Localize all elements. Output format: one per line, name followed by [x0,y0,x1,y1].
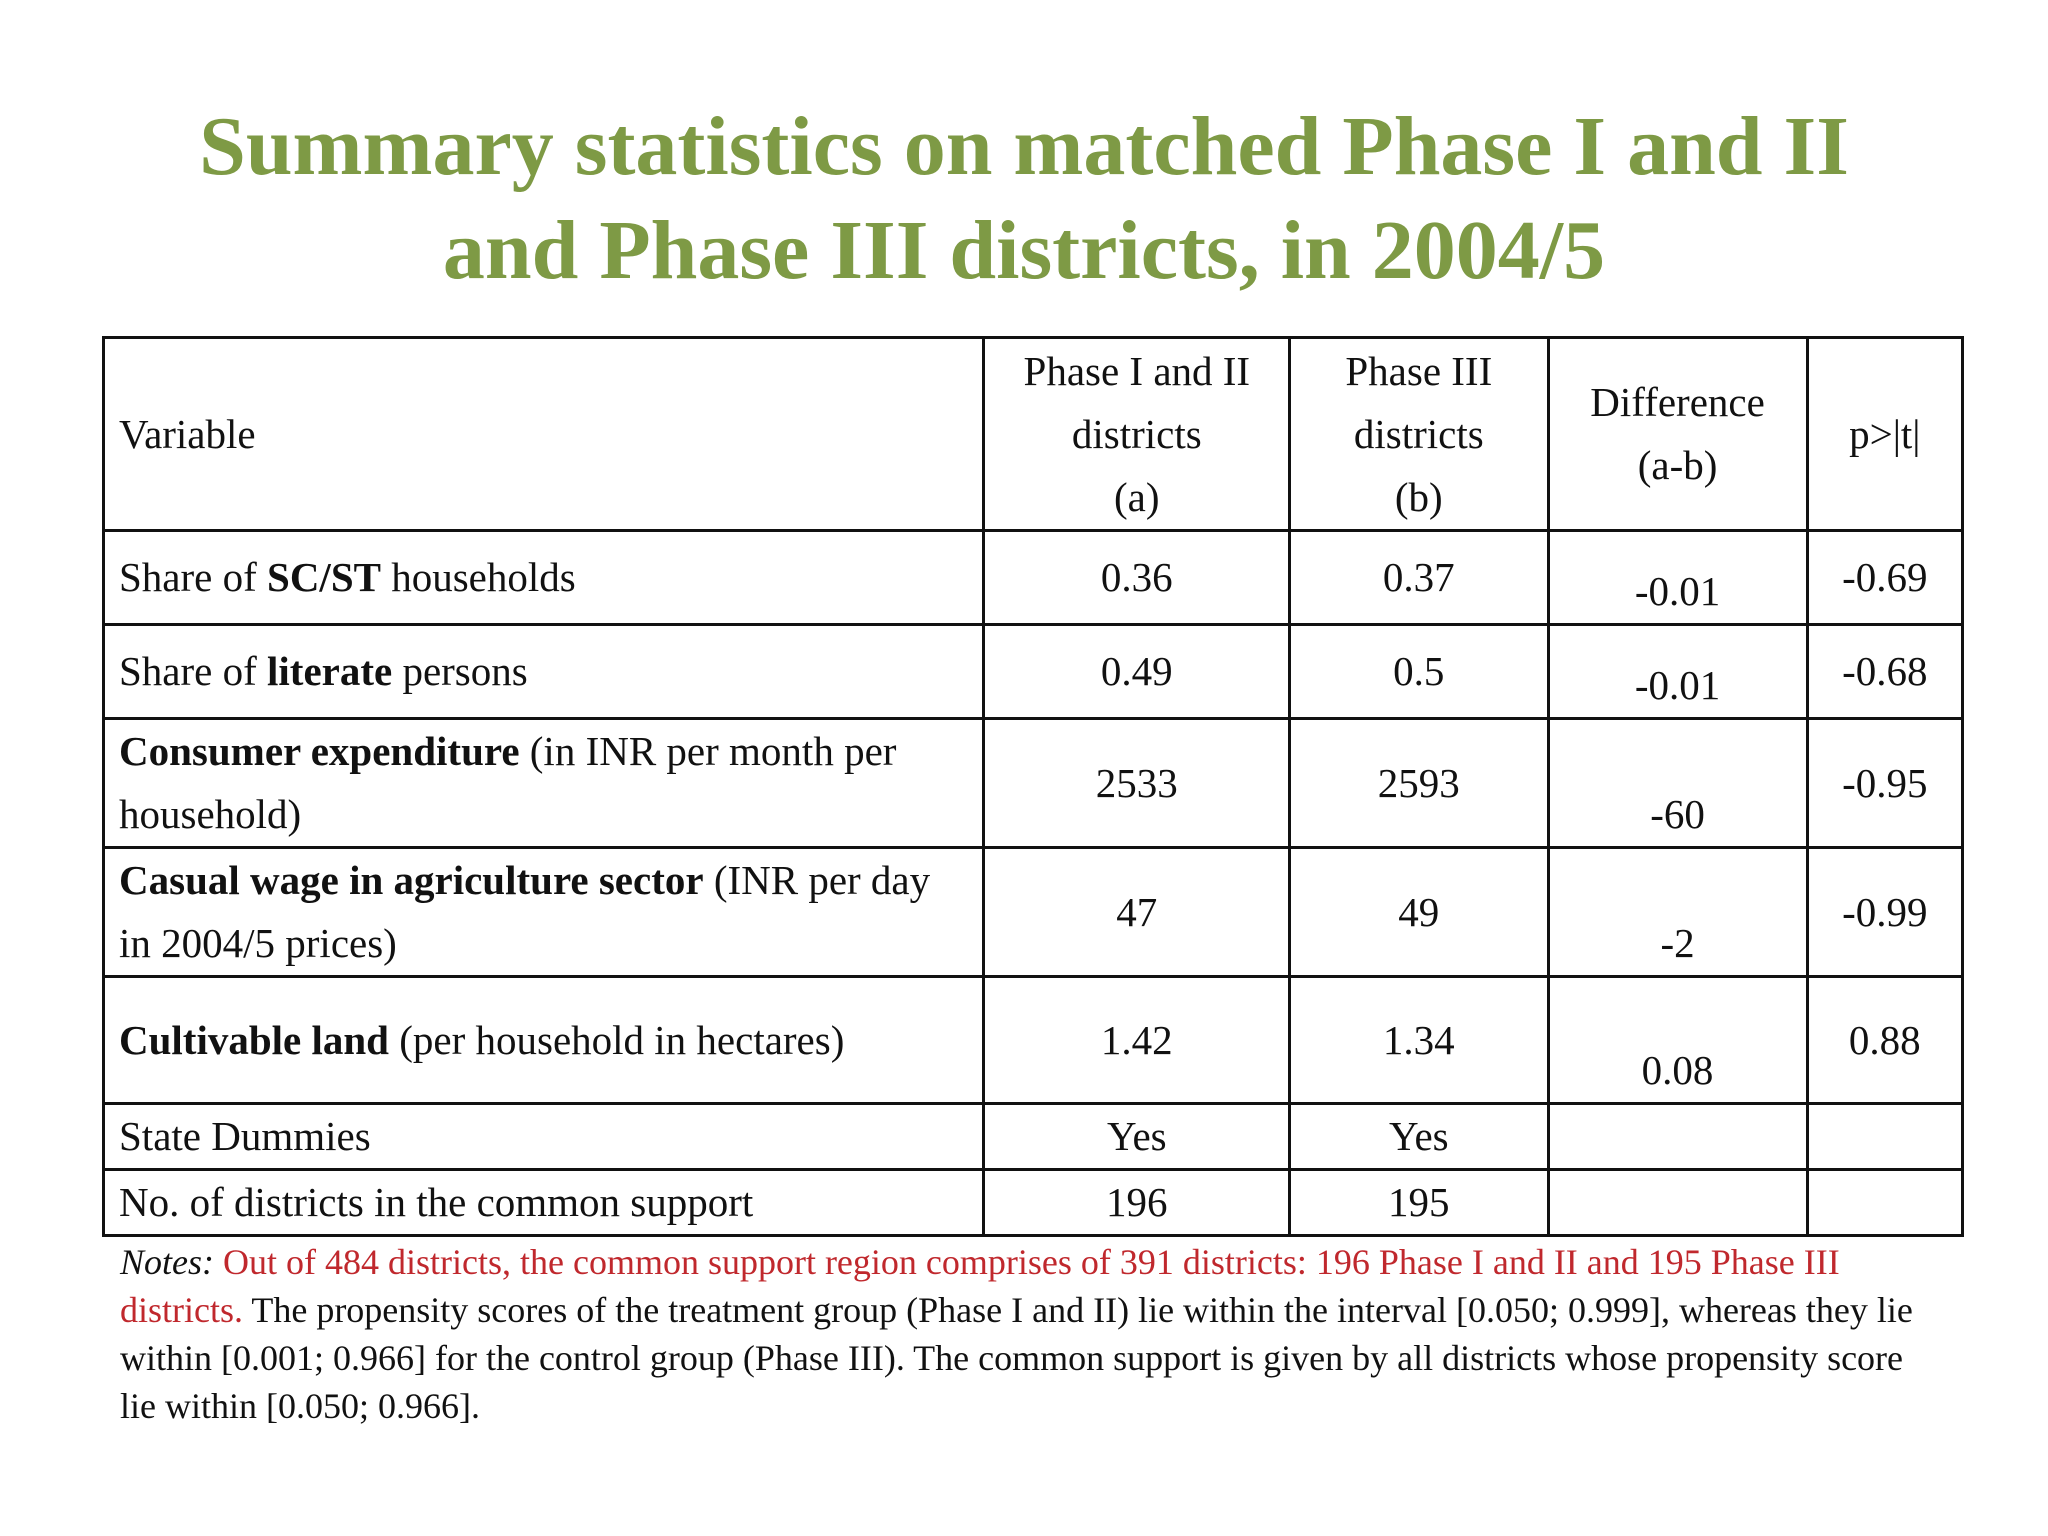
header-phase3: Phase III districts (b) [1290,338,1548,531]
cell-phase3: Yes [1290,1104,1548,1170]
cell-phase12: 196 [984,1170,1290,1236]
cell-difference: -0.01 [1548,625,1807,719]
summary-statistics-table [102,336,1964,1237]
cell-p-value: -0.99 [1807,848,1962,977]
notes-body: The propensity scores of the treatment group (Phase I and II) lie within the interval [0.050; 0.999], whereas they lie within [0.001; 0.966] for the control group (Phase III). The common support is given by all districts whose propensity score lie within [0.050; 0.966]. [120,1290,1913,1426]
cell-difference: 0.08 [1548,977,1807,1104]
cell-p-value [1807,1104,1962,1170]
row-label: Share of literate persons [104,625,984,719]
notes-highlight: Out of 484 districts, the common support region comprises of 391 districts: 196 Phase I and II and 195 Phase III districts. [120,1242,1840,1330]
cell-difference [1548,1170,1807,1236]
cell-p-value: -0.95 [1807,719,1962,848]
cell-difference [1548,1104,1807,1170]
notes-lead: Notes: [120,1242,214,1282]
cell-phase12: 47 [984,848,1290,977]
header-difference: Difference (a-b) [1548,338,1807,531]
title-line-1: Summary statistics on matched Phase I and II [199,100,1849,193]
table-row [104,1104,1963,1170]
cell-phase12: Yes [984,1104,1290,1170]
row-label: Consumer expenditure (in INR per month per household) [104,719,984,848]
cell-difference: -60 [1548,719,1807,848]
cell-phase12: 0.49 [984,625,1290,719]
cell-p-value: -0.69 [1807,531,1962,625]
row-label: Casual wage in agriculture sector (INR per day in 2004/5 prices) [104,848,984,977]
cell-phase12: 0.36 [984,531,1290,625]
cell-p-value: -0.68 [1807,625,1962,719]
table-header-row [104,338,1963,531]
table-row [104,977,1963,1104]
table-row [104,1170,1963,1236]
row-label: Share of SC/ST households [104,531,984,625]
cell-p-value: 0.88 [1807,977,1962,1104]
slide-title [0,95,2048,303]
header-phase12: Phase I and II districts (a) [984,338,1290,531]
cell-phase12: 1.42 [984,977,1290,1104]
cell-phase3: 1.34 [1290,977,1548,1104]
table-row [104,719,1963,848]
cell-phase3: 0.5 [1290,625,1548,719]
table-row [104,625,1963,719]
cell-difference: -2 [1548,848,1807,977]
row-label: Cultivable land (per household in hectares) [104,977,984,1104]
header-p-value: p>|t| [1807,338,1962,531]
cell-phase12: 2533 [984,719,1290,848]
header-variable: Variable [104,338,984,531]
cell-difference: -0.01 [1548,531,1807,625]
title-line-2: and Phase III districts, in 2004/5 [442,204,1606,297]
cell-phase3: 2593 [1290,719,1548,848]
cell-phase3: 195 [1290,1170,1548,1236]
cell-p-value [1807,1170,1962,1236]
cell-phase3: 0.37 [1290,531,1548,625]
row-label: State Dummies [104,1104,984,1170]
row-label: No. of districts in the common support [104,1170,984,1236]
table-row [104,848,1963,977]
cell-phase3: 49 [1290,848,1548,977]
table-row [104,531,1963,625]
table-notes [120,1238,1940,1430]
